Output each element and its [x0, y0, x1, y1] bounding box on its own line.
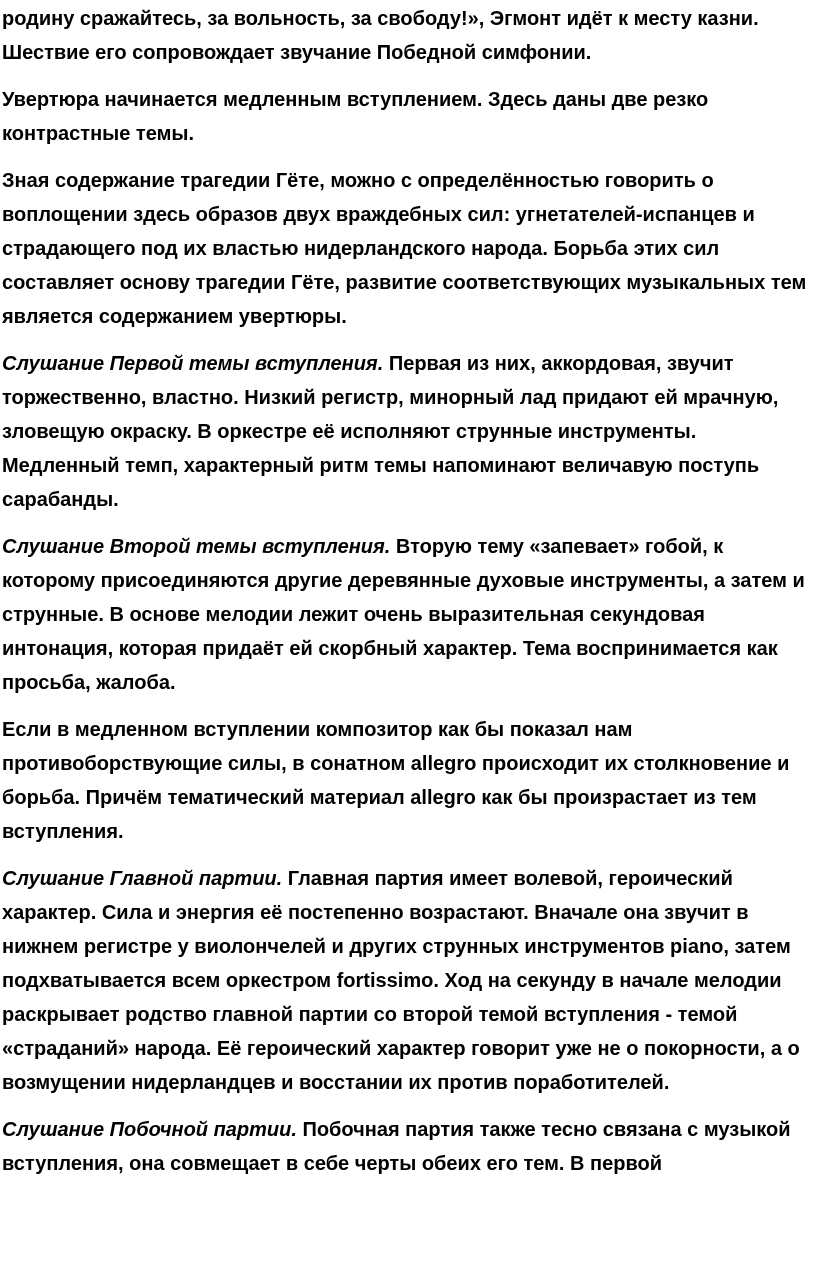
- paragraph-secondary-part: [2, 1113, 808, 1181]
- paragraph-text: Главная партия имеет волевой, героический характер. Сила и энергия её постепенно возрастают. Вначале она звучит в нижнем регистре у виолончелей и других струнных инструментов piano, затем подхватывается всем оркестром fortissimo. Ход на секунду в начале мелодии раскрывает родство главной партии со второй темой вступления - темой «страданий» народа. Её героический характер говорит уже не о покорности, а о возмущении нидерландцев и восстании их против поработителей.: [2, 868, 800, 1094]
- paragraph-main-part: [2, 862, 808, 1100]
- paragraph-text: Увертюра начинается медленным вступлением. Здесь даны две резко контрастные темы.: [2, 89, 709, 145]
- paragraph-text: родину сражайтесь, за вольность, за свободу!», Эгмонт идёт к месту казни. Шествие его сопровождает звучание Победной симфонии.: [2, 8, 759, 64]
- paragraph-lead-secondary-part: Слушание Побочной партии.: [2, 1119, 297, 1141]
- paragraph-lead-second-theme: Слушание Второй темы вступления.: [2, 536, 391, 558]
- paragraph-lead-main-part: Слушание Главной партии.: [2, 868, 283, 890]
- paragraph-text: Первая из них, аккордовая, звучит торжественно, властно. Низкий регистр, минорный лад придают ей мрачную, зловещую окраску. В оркестре её исполняют струнные инструменты. Медленный темп, характерный ритм темы напоминают величавую поступь сарабанды.: [2, 353, 779, 511]
- paragraph-text: Зная содержание трагедии Гёте, можно с определённостью говорить о воплощении здесь образов двух враждебных сил: угнетателей-испанцев и страдающего под их властью нидерландского народа. Борьба этих сил составляет основу трагедии Гёте, развитие соответствующих музыкальных тем является содержанием увертюры.: [2, 170, 807, 328]
- paragraph-overture-intro: [2, 83, 808, 151]
- paragraph-allegro: [2, 713, 808, 849]
- paragraph-text: Если в медленном вступлении композитор как бы показал нам противоборствующие силы, в сонатном allegro происходит их столкновение и борьба. Причём тематический материал allegro как бы произрастает из тем вступления.: [2, 719, 790, 843]
- paragraph-lead-first-theme: Слушание Первой темы вступления.: [2, 353, 384, 375]
- paragraph-second-theme: [2, 530, 808, 700]
- paragraph-text: Вторую тему «запевает» гобой, к которому присоединяются другие деревянные духовые инструменты, а затем и струнные. В основе мелодии лежит очень выразительная секундовая интонация, которая придаёт ей скорбный характер. Тема воспринимается как просьба, жалоба.: [2, 536, 805, 694]
- paragraph-first-theme: [2, 347, 808, 517]
- paragraph-text: Побочная партия также тесно связана с музыкой вступления, она совмещает в себе черты обеих его тем. В первой: [2, 1119, 791, 1175]
- paragraph-continuation: [2, 2, 808, 70]
- paragraph-goethe-context: [2, 164, 808, 334]
